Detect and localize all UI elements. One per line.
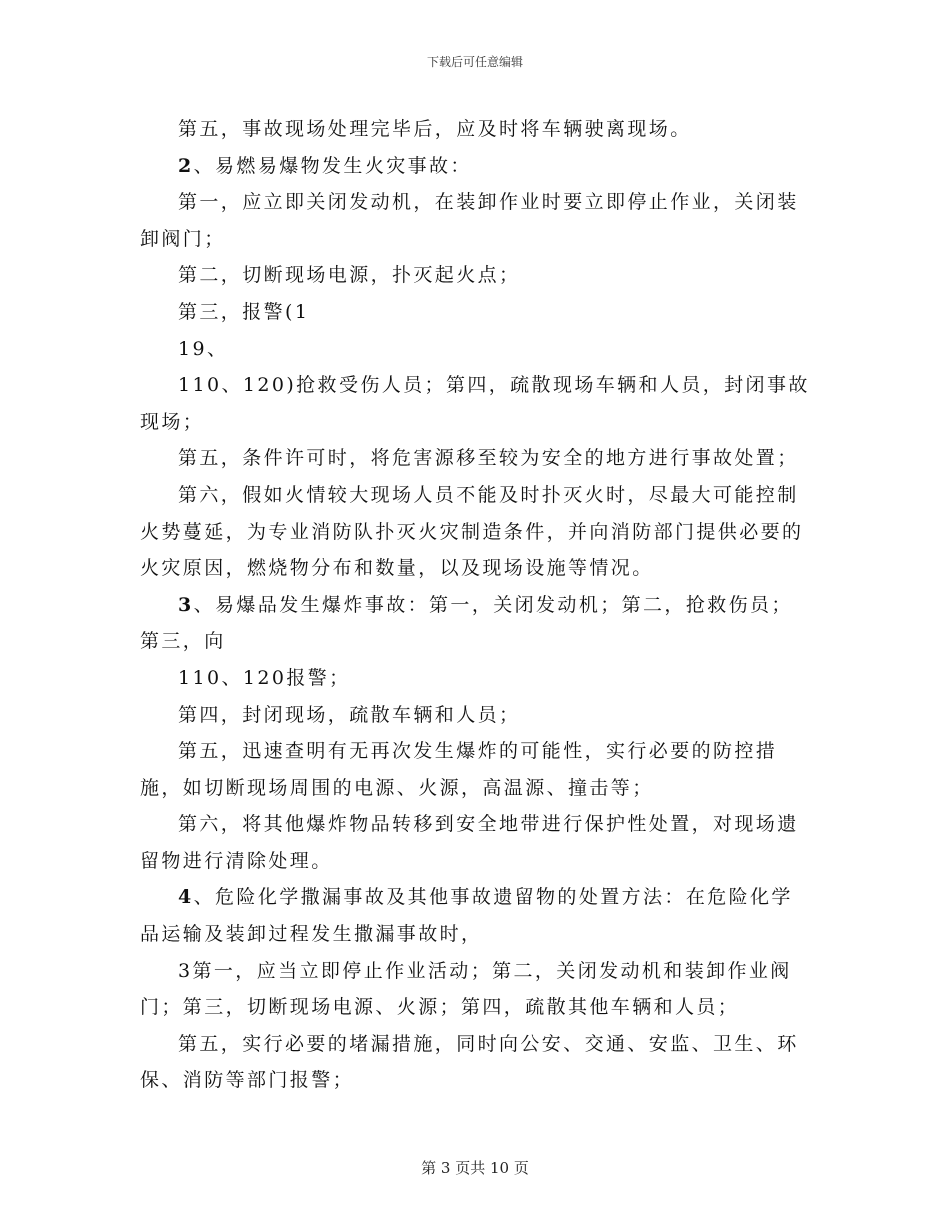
section-number: 3 (178, 593, 194, 616)
paragraph (140, 367, 812, 440)
section-number: 2 (178, 154, 194, 177)
paragraph (140, 477, 812, 587)
paragraph (140, 660, 812, 697)
paragraph-text: 第二，切断现场电源，扑灭起火点； (178, 264, 521, 287)
section-number: 4 (178, 886, 194, 909)
paragraph-text: 3第一，应当立即停止作业活动；第二，关闭发动机和装卸作业阀门；第三，切断现场电源、火源；第四，疏散其他车辆和人员； (140, 959, 792, 1019)
paragraph (140, 953, 812, 1026)
paragraph-text: 第五，迅速查明有无再次发生爆炸的可能性，实行必要的防控措施，如切断现场周围的电源、火源，高温源、撞击等； (140, 740, 778, 799)
paragraph-text: 第一，应立即关闭发动机，在装卸作业时要立即停止作业，关闭装卸阀门； (140, 191, 799, 250)
section-heading-text: 、易燃易爆物发生火灾事故： (193, 154, 472, 177)
paragraph (140, 1026, 812, 1099)
paragraph-text: 第六，将其他爆炸物品转移到安全地带进行保护性处置，对现场遗留物进行清除处理。 (140, 813, 799, 872)
paragraph (140, 184, 812, 257)
paragraph-text: 19、 (178, 337, 229, 360)
page-footer: 第 3 页共 10 页 (421, 1159, 529, 1177)
paragraph-text: 第五，实行必要的堵漏措施，同时向公安、交通、安监、卫生、环保、消防等部门报警； (140, 1032, 799, 1092)
paragraph (140, 440, 812, 477)
section-heading (140, 587, 812, 660)
section-heading-text: 、易爆品发生爆炸事故：第一，关闭发动机；第二，抢救伤员；第三，向 (140, 593, 793, 653)
paragraph (140, 111, 812, 148)
paragraph-text: 第六，假如火情较大现场人员不能及时扑灭火时，尽最大可能控制火势蔓延，为专业消防队扑灭火灾制造条件，并向消防部门提供必要的火灾原因，燃烧物分布和数量，以及现场设施等情况。 (140, 483, 804, 580)
paragraph (140, 257, 812, 294)
section-heading-text: 、危险化学撒漏事故及其他事故遗留物的处置方法：在危险化学品运输及装卸过程发生撒漏事故时， (140, 886, 793, 946)
paragraph (140, 294, 812, 331)
paragraph-text: 第四，封闭现场，疏散车辆和人员； (178, 703, 521, 726)
paragraph-text: 第五，事故现场处理完毕后，应及时将车辆驶离现场。 (178, 118, 692, 140)
document-body (140, 111, 812, 1099)
paragraph-text: 第五，条件许可时，将危害源移至较为安全的地方进行事故处置； (178, 447, 799, 470)
paragraph (140, 806, 812, 879)
paragraph-text: 110、120)抢救受伤人员；第四，疏散现场车辆和人员，封闭事故现场； (140, 374, 810, 433)
paragraph (140, 331, 812, 368)
paragraph (140, 733, 812, 806)
section-heading (140, 148, 812, 185)
section-heading (140, 879, 812, 952)
paragraph (140, 697, 812, 734)
paragraph-text: 110、120报警； (178, 666, 351, 689)
paragraph-text: 第三，报警(1 (178, 300, 310, 323)
page-header: 下载后可任意编辑 (426, 55, 523, 69)
